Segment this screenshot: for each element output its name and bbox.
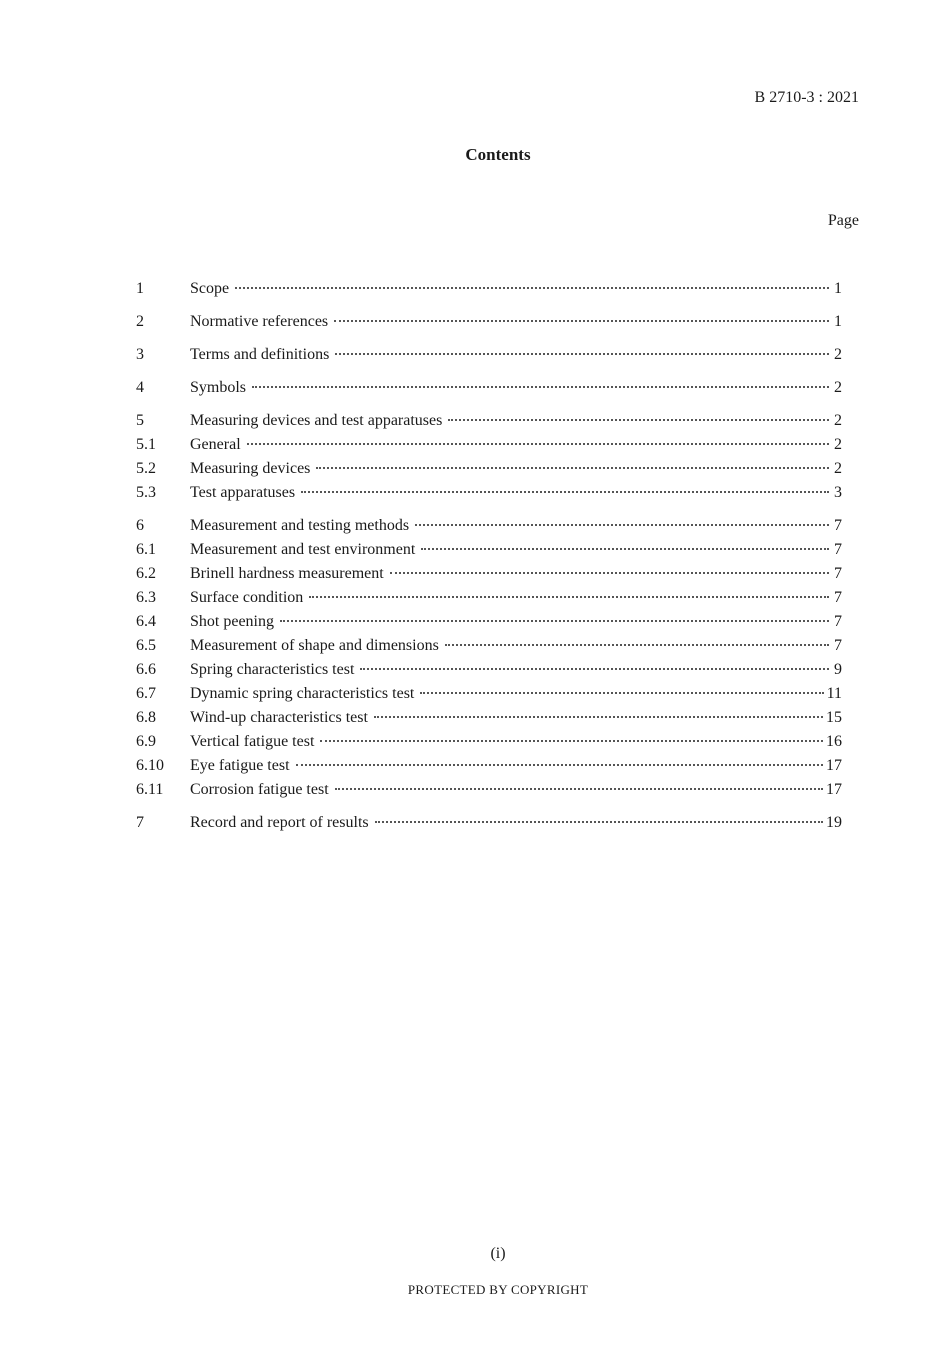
toc-entry-title[interactable]: Vertical fatigue test [190, 733, 315, 750]
toc-entry-number: 1 [136, 280, 144, 297]
toc-entry-number: 6.9 [136, 733, 156, 750]
toc-entry[interactable] [136, 457, 842, 481]
toc-entry-title[interactable]: Measurement of shape and dimensions [190, 637, 439, 654]
dot-leader [335, 353, 829, 355]
toc-entry-page: 16 [826, 733, 842, 750]
dot-leader [247, 443, 829, 445]
dot-leader [280, 620, 829, 622]
dot-leader [309, 596, 829, 598]
toc-entry-number: 6.6 [136, 661, 156, 678]
table-of-contents [136, 277, 842, 844]
toc-entry-page: 15 [826, 709, 842, 726]
toc-entry-number: 6.5 [136, 637, 156, 654]
toc-entry-page: 7 [834, 613, 842, 630]
dot-leader [415, 524, 829, 526]
toc-entry-page: 2 [834, 436, 842, 453]
toc-entry-title[interactable]: Brinell hardness measurement [190, 565, 384, 582]
toc-entry-number: 6.7 [136, 685, 156, 702]
toc-entry-title[interactable]: Measuring devices [190, 460, 311, 477]
toc-entry-title[interactable]: Wind-up characteristics test [190, 709, 368, 726]
dot-leader [390, 572, 829, 574]
toc-entry-number: 7 [136, 814, 144, 831]
toc-entry[interactable] [136, 310, 842, 334]
dot-leader [420, 692, 823, 694]
toc-entry-number: 5.1 [136, 436, 156, 453]
toc-group [136, 376, 842, 400]
toc-entry-title[interactable]: Normative references [190, 313, 329, 330]
toc-entry-number: 5.3 [136, 484, 156, 501]
toc-entry-title[interactable]: Corrosion fatigue test [190, 781, 329, 798]
toc-entry[interactable] [136, 562, 842, 586]
toc-entry-number: 4 [136, 379, 144, 396]
toc-entry-page: 1 [834, 280, 842, 297]
dot-leader [421, 548, 829, 550]
toc-entry-page: 7 [834, 589, 842, 606]
toc-entry[interactable] [136, 433, 842, 457]
toc-entry-number: 6.3 [136, 589, 156, 606]
dot-leader [445, 644, 829, 646]
toc-group [136, 514, 842, 802]
dot-leader [301, 491, 829, 493]
dot-leader [334, 320, 829, 322]
dot-leader [252, 386, 829, 388]
toc-entry-number: 6 [136, 517, 144, 534]
toc-entry-page: 7 [834, 517, 842, 534]
toc-group [136, 811, 842, 835]
toc-entry[interactable] [136, 481, 842, 505]
toc-entry[interactable] [136, 514, 842, 538]
toc-entry-page: 2 [834, 379, 842, 396]
toc-entry[interactable] [136, 754, 842, 778]
toc-entry-number: 5 [136, 412, 144, 429]
toc-entry-number: 6.2 [136, 565, 156, 582]
dot-leader [374, 716, 823, 718]
toc-entry-page: 7 [834, 541, 842, 558]
toc-entry-page: 17 [826, 757, 842, 774]
toc-entry-title[interactable]: Measuring devices and test apparatuses [190, 412, 443, 429]
toc-entry-page: 19 [826, 814, 842, 831]
toc-entry-page: 1 [834, 313, 842, 330]
dot-leader [316, 467, 829, 469]
dot-leader [375, 821, 823, 823]
toc-entry[interactable] [136, 706, 842, 730]
toc-entry-number: 6.10 [136, 757, 164, 774]
page-title: Contents [465, 145, 531, 164]
toc-entry-title[interactable]: Dynamic spring characteristics test [190, 685, 415, 702]
toc-entry-title[interactable]: Test apparatuses [190, 484, 296, 501]
toc-entry-number: 6.11 [136, 781, 164, 798]
toc-entry-page: 7 [834, 637, 842, 654]
toc-entry[interactable] [136, 634, 842, 658]
toc-entry-page: 3 [834, 484, 842, 501]
toc-entry-page: 11 [826, 685, 842, 702]
toc-entry[interactable] [136, 277, 842, 301]
toc-entry-number: 5.2 [136, 460, 156, 477]
toc-entry-title[interactable]: Spring characteristics test [190, 661, 355, 678]
toc-entry-number: 6.4 [136, 613, 156, 630]
toc-entry-title[interactable]: Eye fatigue test [190, 757, 290, 774]
toc-entry-title[interactable]: Terms and definitions [190, 346, 330, 363]
toc-entry[interactable] [136, 610, 842, 634]
toc-entry-title[interactable]: Measurement and testing methods [190, 517, 410, 534]
toc-entry[interactable] [136, 682, 842, 706]
toc-entry-title[interactable]: General [190, 436, 241, 453]
toc-group [136, 277, 842, 301]
toc-group [136, 409, 842, 505]
dot-leader [360, 668, 829, 670]
toc-entry[interactable] [136, 376, 842, 400]
toc-group [136, 310, 842, 334]
toc-entry[interactable] [136, 658, 842, 682]
toc-entry[interactable] [136, 730, 842, 754]
toc-entry-page: 2 [834, 460, 842, 477]
toc-entry-page: 9 [834, 661, 842, 678]
toc-entry-title[interactable]: Record and report of results [190, 814, 369, 831]
toc-entry-page: 7 [834, 565, 842, 582]
toc-entry-title[interactable]: Shot peening [190, 613, 274, 630]
toc-entry[interactable] [136, 586, 842, 610]
toc-group [136, 343, 842, 367]
toc-entry[interactable] [136, 778, 842, 802]
footer-page-number: (i) [490, 1245, 506, 1262]
toc-entry[interactable] [136, 538, 842, 562]
toc-entry-number: 6.8 [136, 709, 156, 726]
dot-leader [448, 419, 829, 421]
dot-leader [296, 764, 823, 766]
dot-leader [335, 788, 823, 790]
toc-entry-title[interactable]: Symbols [190, 379, 247, 396]
toc-entry-title[interactable]: Surface condition [190, 589, 304, 606]
toc-entry-number: 2 [136, 313, 144, 330]
dot-leader [235, 287, 829, 289]
toc-entry-number: 6.1 [136, 541, 156, 558]
document-code: B 2710-3 : 2021 [754, 89, 859, 106]
dot-leader [320, 740, 823, 742]
page-column-label: Page [827, 212, 859, 229]
copyright-notice: PROTECTED BY COPYRIGHT [407, 1282, 589, 1297]
toc-entry-title[interactable]: Measurement and test environment [190, 541, 416, 558]
toc-entry-page: 2 [834, 346, 842, 363]
toc-entry-page: 2 [834, 412, 842, 429]
toc-entry[interactable] [136, 409, 842, 433]
toc-entry-title[interactable]: Scope [190, 280, 230, 297]
toc-entry-number: 3 [136, 346, 144, 363]
toc-entry[interactable] [136, 811, 842, 835]
toc-entry-page: 17 [826, 781, 842, 798]
toc-entry[interactable] [136, 343, 842, 367]
